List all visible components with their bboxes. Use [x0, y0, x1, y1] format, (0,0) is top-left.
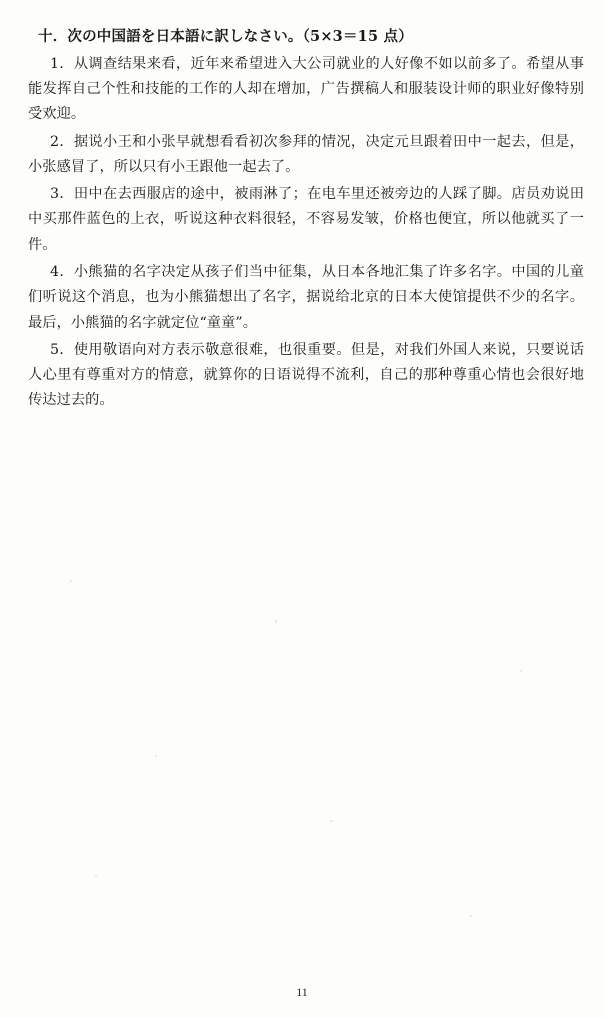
scan-speck — [520, 670, 522, 672]
exercise-item-3 — [0, 182, 604, 258]
item-text-3: 田中在去西服店的途中，被雨淋了；在电车里还被旁边的人踩了脚。店员劝说田中买那件蓝色的上衣，听说这种衣料很轻，不容易发皱，价格也便宜，所以他就买了一件。 — [28, 186, 584, 253]
item-text-2: 据说小王和小张早就想看看初次参拜的情况，决定元旦跟着田中一起去，但是，小张感冒了，所以只有小王跟他一起去了。 — [28, 133, 584, 175]
item-number-3: 3． — [50, 186, 74, 203]
scan-speck — [95, 875, 97, 877]
blank-answer-area — [0, 520, 604, 980]
exercise-item-4 — [0, 260, 604, 336]
scan-speck — [70, 580, 72, 582]
item-number-1: 1． — [50, 55, 74, 72]
exercise-item-5 — [0, 338, 604, 414]
scan-speck — [330, 820, 333, 822]
exercise-item-1 — [0, 52, 604, 128]
page-content — [0, 0, 604, 416]
item-text-5: 使用敬语向对方表示敬意很难，也很重要。但是，对我们外国人来说，只要说话人心里有尊重对方的情意，就算你的日语说得不流利，自己的那种尊重心情也会很好地传达过去的。 — [28, 341, 584, 409]
item-number-5: 5． — [50, 341, 74, 358]
item-text-4: 小熊猫的名字决定从孩子们当中征集，从日本各地汇集了许多名字。中国的儿童们听说这个消息，也为小熊猫想出了名字，据说给北京的日本大使馆提供不少的名字。最后，小熊猫的名字就定位“童童”。 — [28, 264, 584, 331]
exercise-item-2 — [0, 130, 604, 181]
item-number-2: 2． — [50, 133, 74, 150]
scan-speck — [470, 915, 472, 917]
scan-speck — [275, 620, 277, 623]
item-number-4: 4． — [50, 264, 74, 280]
page-number: 11 — [296, 985, 308, 999]
item-text-1: 从调查结果来看，近年来希望进入大公司就业的人好像不如以前多了。希望从事能发挥自己个性和技能的工作的人却在增加，广告撰稿人和服装设计师的职业好像特别受欢迎。 — [28, 55, 584, 123]
scan-speck — [155, 755, 157, 757]
section-heading: 十．次の中国語を日本語に訳しなさい。（5×3＝15 点） — [38, 28, 413, 45]
